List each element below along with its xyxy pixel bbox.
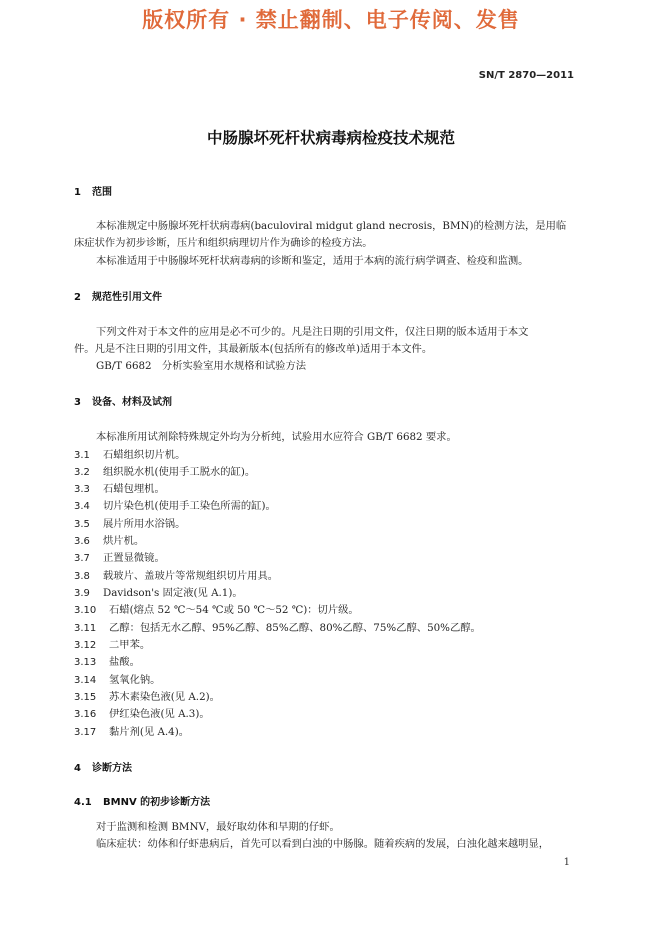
section-title: 设备、材料及试剂: [92, 397, 172, 408]
list-item: 3.9 Davidson's 固定液(见 A.1)。: [74, 587, 243, 599]
standard-code: SN/T 2870—2011: [478, 70, 574, 81]
section-2-heading: [74, 288, 162, 303]
section-number: 2: [74, 292, 81, 303]
paragraph: 本标准适用于中肠腺坏死杆状病毒病的诊断和鉴定，适用于本病的流行病学调查、检疫和监测。: [96, 255, 529, 267]
section-number: 4: [74, 763, 81, 774]
section-title: 范围: [92, 187, 112, 198]
copyright-watermark: 版权所有 · 禁止翻制、电子传阅、发售: [142, 8, 520, 32]
paragraph: 本标准所用试剂除特殊规定外均为分析纯，试验用水应符合 GB/T 6682 要求。: [96, 431, 457, 443]
section-title: 诊断方法: [92, 763, 132, 774]
list-item: 3.4 切片染色机(使用手工染色所需的缸)。: [74, 500, 276, 512]
list-item: 3.2 组织脱水机(使用手工脱水的缸)。: [74, 466, 256, 478]
subsection-number: 4.1: [74, 797, 92, 808]
paragraph: 临床症状：幼体和仔虾患病后，首先可以看到白浊的中肠腺。随着疾病的发展，白浊化越来越明显，: [96, 838, 550, 850]
list-item: 3.5 展片所用水浴锅。: [74, 518, 186, 530]
list-item: 3.7 正置显微镜。: [74, 552, 165, 564]
list-item: 3.6 烘片机。: [74, 535, 145, 547]
list-item: 3.17 黏片剂(见 A.4)。: [74, 726, 190, 738]
section-3-heading: [74, 393, 172, 408]
list-item: 3.11 乙醇：包括无水乙醇、95%乙醇、85%乙醇、80%乙醇、75%乙醇、50%乙醇。: [74, 622, 481, 634]
paragraph: 对于监测和检测 BMNV，最好取幼体和早期的仔虾。: [96, 821, 340, 833]
paragraph: 下列文件对于本文件的应用是必不可少的。凡是注日期的引用文件，仅注日期的版本适用于本文: [96, 326, 529, 338]
list-item: 3.12 二甲苯。: [74, 639, 151, 651]
section-number: 3: [74, 397, 81, 408]
list-item: 3.3 石蜡包埋机。: [74, 483, 165, 495]
section-4-heading: [74, 759, 132, 774]
document-title: 中肠腺坏死杆状病毒病检疫技术规范: [206, 129, 455, 147]
list-item: 3.15 苏木素染色液(见 A.2)。: [74, 691, 220, 703]
page-number: 1: [563, 857, 570, 868]
normative-reference: GB/T 6682 分析实验室用水规格和试验方法: [96, 360, 307, 372]
list-item: 3.1 石蜡组织切片机。: [74, 449, 186, 461]
list-item: 3.10 石蜡(熔点 52 ℃～54 ℃或 50 ℃～52 ℃)：切片级。: [74, 604, 359, 616]
paragraph: 床症状作为初步诊断，压片和组织病理切片作为确诊的检疫方法。: [74, 237, 373, 249]
list-item: 3.16 伊红染色液(见 A.3)。: [74, 708, 210, 720]
paragraph: 件。凡是不注日期的引用文件，其最新版本(包括所有的修改单)适用于本文件。: [74, 343, 433, 355]
list-item: 3.8 载玻片、盖玻片等常规组织切片用具。: [74, 570, 279, 582]
section-title: 规范性引用文件: [92, 292, 162, 303]
subsection-4-1-heading: [74, 793, 210, 808]
paragraph: 本标准规定中肠腺坏死杆状病毒病(baculoviral midgut gland necrosis，BMN)的检测方法，是用临: [96, 220, 567, 232]
list-item: 3.13 盐酸。: [74, 656, 140, 668]
section-number: 1: [74, 187, 81, 198]
subsection-title: BMNV 的初步诊断方法: [103, 797, 211, 808]
list-item: 3.14 氢氧化钠。: [74, 674, 161, 686]
section-1-heading: [74, 183, 112, 198]
